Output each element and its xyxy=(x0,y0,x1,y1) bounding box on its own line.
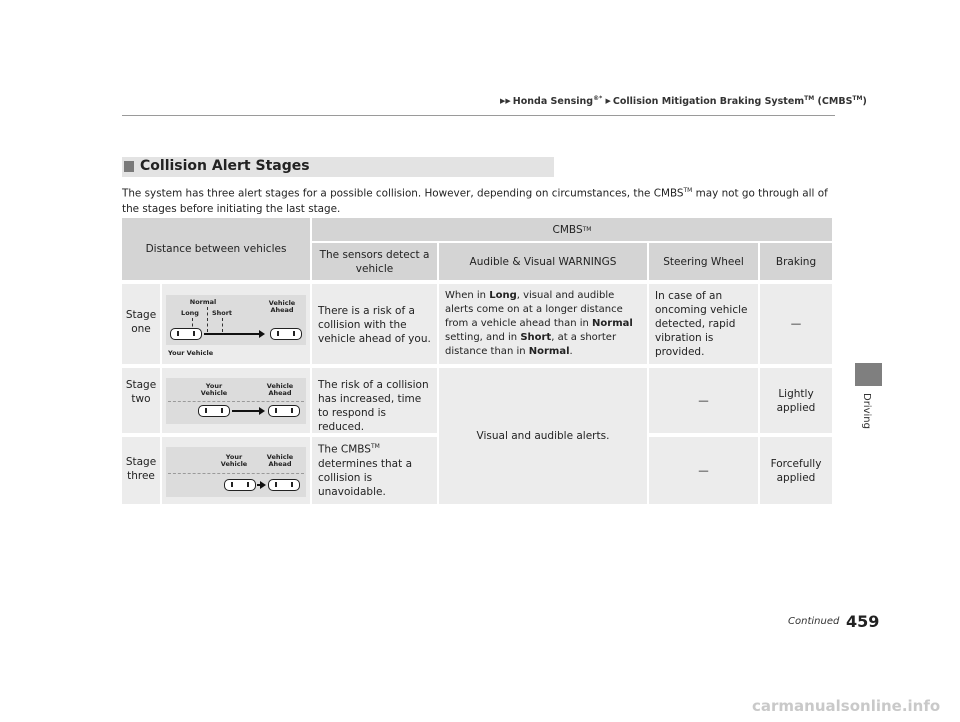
stage-three-braking xyxy=(760,437,832,504)
approach-arrow-icon xyxy=(259,330,265,338)
diagram-short-label: Short xyxy=(211,309,233,317)
header-audible-text: Audible & Visual WARNINGS xyxy=(469,255,617,268)
chapter-label-text: Driving xyxy=(861,393,872,429)
stage-one-braking-text: — xyxy=(790,318,802,330)
breadcrumb-sup: ®* xyxy=(593,95,603,102)
stage-one-audible-c: , visual and audible alerts come on at a longer distance from a vehicle ahead than in xyxy=(445,290,623,329)
stage-three-label xyxy=(122,437,160,504)
header-distance xyxy=(122,218,310,280)
watermark: carmanualsonline.info xyxy=(752,697,941,715)
your-vehicle-icon xyxy=(170,328,202,340)
breadcrumb-tm: TM xyxy=(804,95,815,102)
header-braking xyxy=(760,243,832,280)
stage-one-sensors-text: There is a risk of a collision with the vehicle ahead of you. xyxy=(318,305,431,345)
section-title: Collision Alert Stages xyxy=(140,158,310,174)
diagram-your-vehicle-label: Your Vehicle xyxy=(220,453,248,468)
breadcrumb-cmbs: Collision Mitigation Braking System xyxy=(612,96,805,108)
intro-text-b: may not go through all of the stages before initiating the last stage. xyxy=(122,187,828,215)
stage-one-audible-g: , at a shorter distance than in xyxy=(445,332,617,357)
breadcrumb-close: ) xyxy=(862,96,867,108)
header-audible xyxy=(439,243,647,280)
diagram-vehicle-ahead-label: Vehicle Ahead xyxy=(266,453,294,468)
stage-one-label xyxy=(122,284,160,364)
approach-arrow-icon xyxy=(259,407,265,415)
header-cmbs-sup: TM xyxy=(582,225,592,233)
stage-one-audible-short: Short xyxy=(520,332,552,343)
stage-three-diagram-cell xyxy=(162,437,310,504)
stage-three-steering-text: — xyxy=(698,464,709,477)
approach-arrow-icon xyxy=(260,481,266,489)
stage-three-sensors-a: The CMBS xyxy=(318,443,371,456)
stage-three-braking-text: Forcefully applied xyxy=(770,457,822,484)
stage-one-audible-long: Long xyxy=(489,290,517,301)
header-sensors-text: The sensors detect a vehicle xyxy=(319,248,430,275)
your-vehicle-icon xyxy=(224,479,256,491)
header-braking-text: Braking xyxy=(775,255,817,268)
stages-two-three-audible xyxy=(439,368,647,504)
section-header xyxy=(122,157,554,177)
stage-three-sensors-b: determines that a collision is unavoidable. xyxy=(318,457,412,498)
diagram-vehicle-ahead-label: Vehicle Ahead xyxy=(268,299,296,314)
intro-sup: TM xyxy=(683,187,693,194)
stage-one-label-text: Stage one xyxy=(125,309,157,335)
breadcrumb-honda-sensing: Honda Sensing xyxy=(512,96,594,108)
intro-text-a: The system has three alert stages for a possible collision. However, depending on circumstances, the CMBS xyxy=(122,187,684,200)
diagram-vehicle-ahead-label: Vehicle Ahead xyxy=(266,382,294,397)
lane-line xyxy=(168,401,304,403)
stage-three-sensors xyxy=(312,437,437,504)
stage-one-audible-normal: Normal xyxy=(592,318,633,329)
section-square-icon xyxy=(124,161,134,172)
header-cmbs-text: CMBS xyxy=(552,223,583,236)
approach-arrow-line xyxy=(204,333,260,335)
vehicle-ahead-icon xyxy=(268,479,300,491)
continued-label: Continued xyxy=(788,616,840,627)
diagram-normal-label: Normal xyxy=(189,298,217,306)
stage-one-audible-i: . xyxy=(569,346,573,357)
stage-two-label-text: Stage two xyxy=(125,379,157,405)
page-number: 459 xyxy=(846,612,880,631)
intro-paragraph xyxy=(122,183,834,217)
approach-arrow-line xyxy=(232,410,260,412)
stage-three-sensors-sup: TM xyxy=(370,443,380,450)
stage-one-steering xyxy=(649,284,758,364)
normal-marker xyxy=(207,307,208,332)
header-distance-text: Distance between vehicles xyxy=(145,243,287,255)
header-steering xyxy=(649,243,758,280)
double-arrow-icon: ▶▶ xyxy=(500,97,511,106)
stage-two-braking-text: Lightly applied xyxy=(776,387,816,414)
stage-two-steering xyxy=(649,368,758,433)
stage-one-audible-e: setting, and in xyxy=(445,332,521,343)
stage-three-diagram xyxy=(166,447,306,497)
vehicle-ahead-icon xyxy=(268,405,300,417)
header-cmbs xyxy=(312,218,832,241)
header-steering-text: Steering Wheel xyxy=(663,255,744,268)
diagram-long-label: Long xyxy=(181,309,199,317)
stage-three-steering xyxy=(649,437,758,504)
stage-one-diagram xyxy=(166,295,306,357)
short-marker xyxy=(222,318,223,332)
stage-one-diagram-cell xyxy=(162,284,310,364)
header-sensors xyxy=(312,243,437,280)
stage-one-steering-text: In case of an oncoming vehicle detected, rapid vibration is provided. xyxy=(655,290,748,358)
stage-two-diagram-cell xyxy=(162,368,310,433)
stage-two-steering-text: — xyxy=(698,394,709,407)
breadcrumb-tm2: TM xyxy=(852,95,863,102)
stage-one-audible-a: When in xyxy=(445,290,490,301)
breadcrumb xyxy=(500,95,867,107)
chapter-label xyxy=(858,393,878,433)
stage-one-braking xyxy=(760,284,832,364)
diagram-your-vehicle-label: Your Vehicle xyxy=(168,349,214,357)
stage-two-sensors-text: The risk of a collision has increased, time to respond is reduced. xyxy=(318,379,429,433)
chapter-tab-marker xyxy=(855,363,882,386)
stage-two-sensors xyxy=(312,368,437,433)
stage-three-label-text: Stage three xyxy=(125,456,157,482)
diagram-your-vehicle-label: Your Vehicle xyxy=(200,382,228,397)
lane-line xyxy=(168,473,304,475)
stages-audible-text: Visual and audible alerts. xyxy=(476,430,610,442)
stage-two-diagram xyxy=(166,378,306,424)
stage-two-braking xyxy=(760,368,832,433)
header-rule xyxy=(122,115,835,116)
stage-one-sensors xyxy=(312,284,437,364)
your-vehicle-icon xyxy=(198,405,230,417)
vehicle-ahead-icon xyxy=(270,328,302,340)
breadcrumb-cmbs-abbr: (CMBS xyxy=(814,96,853,108)
stage-two-label xyxy=(122,368,160,433)
stage-one-audible-normal2: Normal xyxy=(528,346,570,357)
stage-one-audible xyxy=(439,284,647,364)
arrow-icon: ▶ xyxy=(605,97,611,106)
